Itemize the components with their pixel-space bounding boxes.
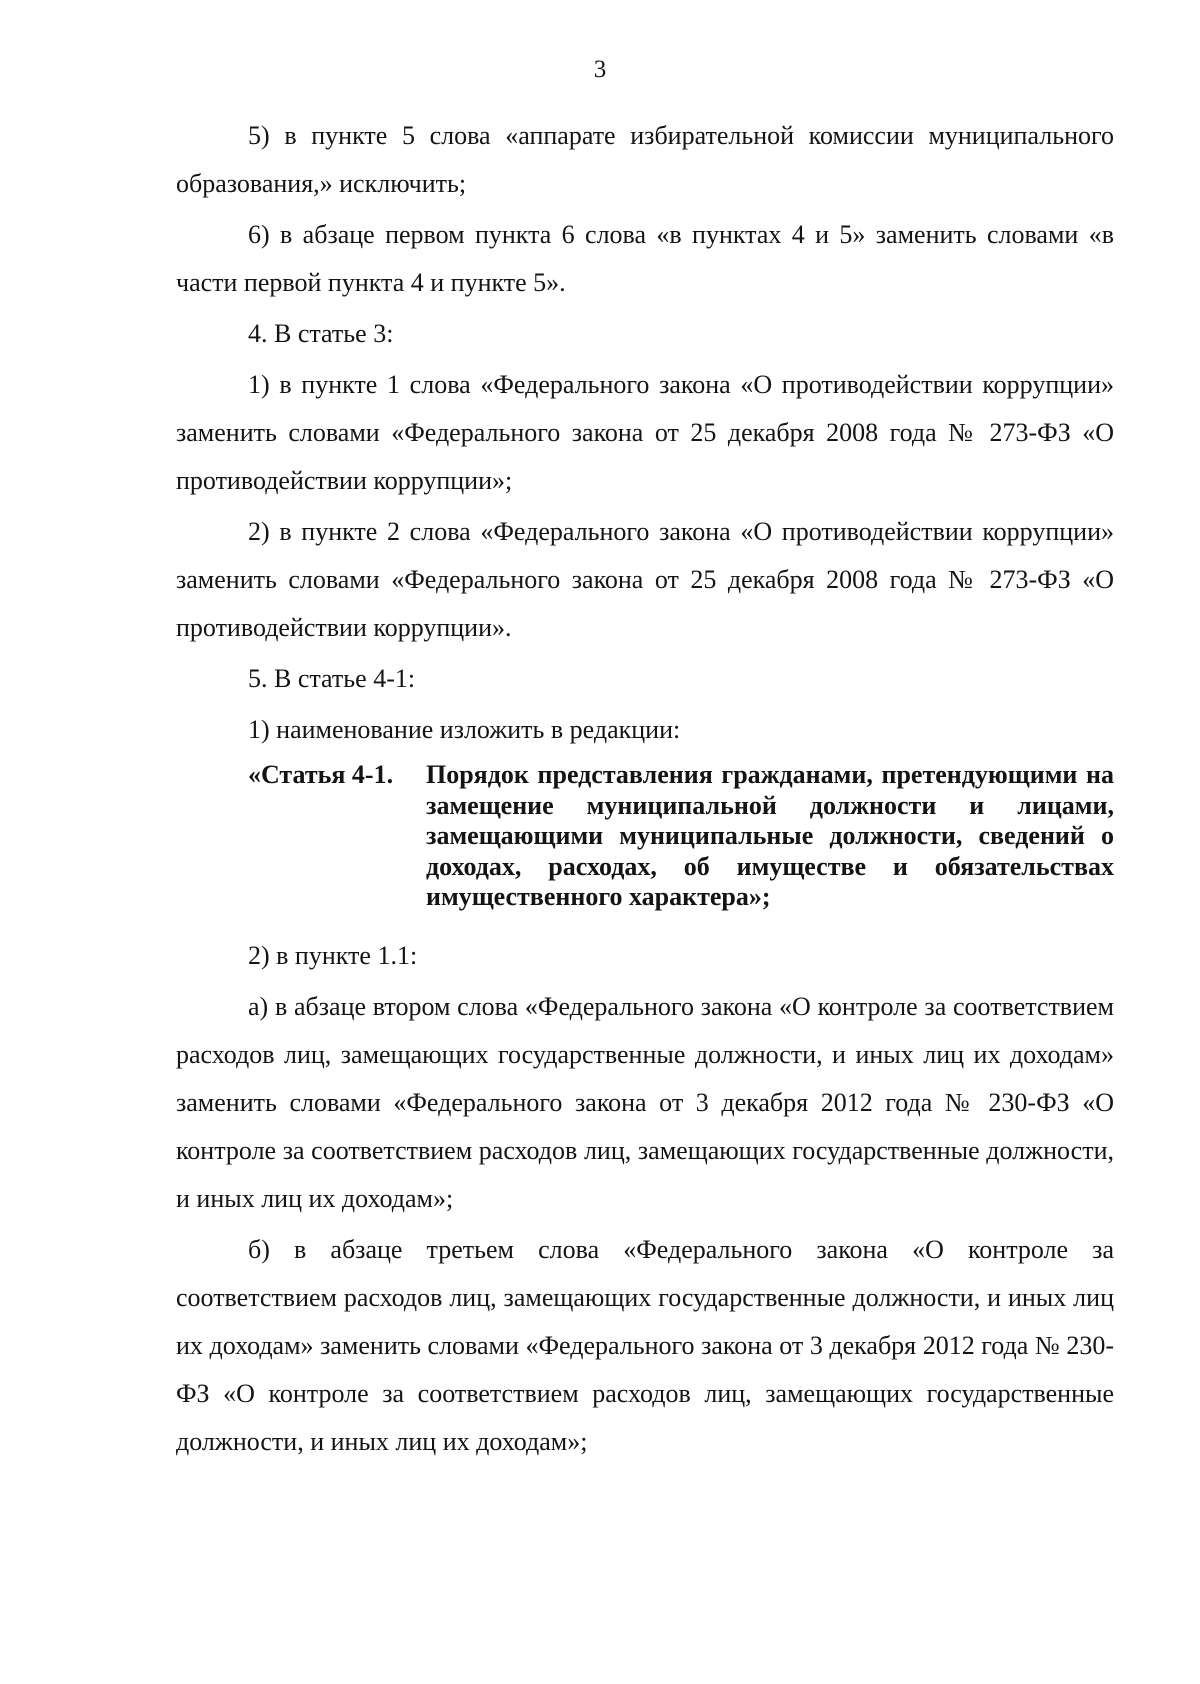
paragraph-subitem-b: б) в абзаце третьем слова «Федерального закона «О контроле за соответствием расходов лиц, замещающих государственные должности, и иных лиц их доходам» заменить словами «Федерального закона от 3 декабря 2012 года № 230-ФЗ «О контроле за соответствием расходов лиц, замещающих государственные должности, и иных лиц их доходам»; xyxy=(176,1234,1114,1456)
paragraph-article-4-1-item-1: 1) наименование изложить в редакции: xyxy=(248,715,681,744)
paragraph-item-5: 5) в пункте 5 слова «аппарате избирательной комиссии муниципального образования,» исключить; xyxy=(176,121,1114,198)
paragraph-item-6: 6) в абзаце первом пункта 6 слова «в пунктах 4 и 5» заменить словами «в части первой пункта 4 и пункте 5». xyxy=(176,220,1114,297)
document-body xyxy=(176,112,1114,1466)
paragraph-article-3-item-1: 1) в пункте 1 слова «Федерального закона «О противодействии коррупции» заменить словами «Федерального закона от 25 декабря 2008 года № 273-ФЗ «О противодействии коррупции»; xyxy=(176,370,1114,495)
paragraph-article-3-intro: 4. В статье 3: xyxy=(248,319,394,348)
article-heading-label: «Статья 4-1. xyxy=(248,760,394,789)
paragraph-article-4-1-item-2: 2) в пункте 1.1: xyxy=(248,940,418,970)
paragraph-article-3-item-2: 2) в пункте 2 слова «Федерального закона «О противодействии коррупции» заменить словами «Федерального закона от 25 декабря 2008 года № 273-ФЗ «О противодействии коррупции». xyxy=(176,517,1114,642)
page-number: 3 xyxy=(593,56,607,83)
paragraph-article-4-1-intro: 5. В статье 4-1: xyxy=(248,664,416,693)
article-heading-text: Порядок представления гражданами, претендующими на замещение муниципальной должности и лицами, замещающими муниципальные должности, сведений о доходах, расходах, об имуществе и обязательствах имущественного характера»; xyxy=(426,760,1114,911)
article-heading xyxy=(176,760,1114,913)
paragraph-subitem-a: а) в абзаце втором слова «Федерального закона «О контроле за соответствием расходов лиц, замещающих государственные должности, и иных лиц их доходам» заменить словами «Федерального закона от 3 декабря 2012 года № 230-ФЗ «О контроле за соответствием расходов лиц, замещающих государственные должности, и иных лиц их доходам»; xyxy=(176,991,1114,1213)
